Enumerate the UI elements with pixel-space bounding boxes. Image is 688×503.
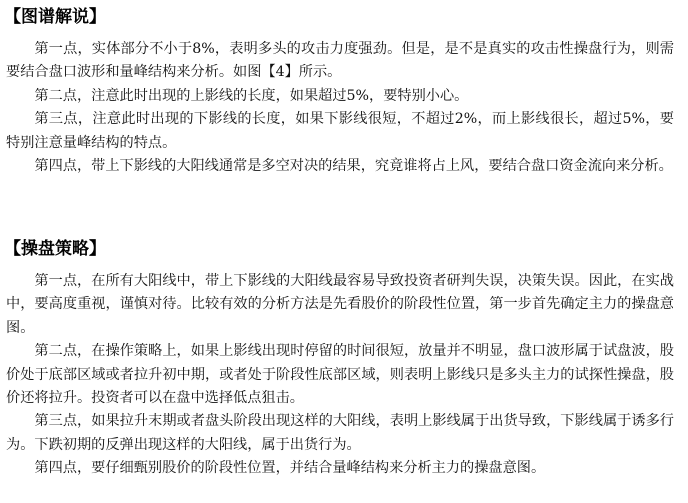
section-heading-chart-explanation: 【图谱解说】 xyxy=(4,7,106,27)
chart-explanation-section xyxy=(6,38,674,178)
paragraph: 第三点，注意此时出现的下影线的长度，如果下影线很短，不超过2%，而上影线很长，超过5%，要特别注意量峰结构的特点。 xyxy=(6,111,674,151)
paragraph: 第一点，实体部分不小于8%，表明多头的攻击力度强劲。但是，是不是真实的攻击性操盘行为，则需要结合盘口波形和量峰结构来分析。如图【4】所示。 xyxy=(6,41,674,81)
paragraph: 第二点，在操作策略上，如果上影线出现时停留的时间很短，放量并不明显，盘口波形属于试盘波，股价处于底部区域或者拉升初中期，或者处于阶段性底部区域，则表明上影线只是多头主力的试探性操盘，股价还将拉升。投资者可以在盘中选择低点狙击。 xyxy=(6,343,674,407)
paragraph: 第二点，注意此时出现的上影线的长度，如果超过5%，要特别小心。 xyxy=(34,87,469,104)
paragraph: 第四点，要仔细甄别股价的阶段性位置，并结合量峰结构来分析主力的操盘意图。 xyxy=(34,460,546,477)
trading-strategy-section xyxy=(6,270,674,481)
paragraph: 第四点，带上下影线的大阳线通常是多空对决的结果，究竟谁将占上风，要结合盘口资金流向来分析。 xyxy=(34,158,673,175)
paragraph: 第三点，如果拉升末期或者盘头阶段出现这样的大阳线，表明上影线属于出货导致，下影线属于诱多行为。下跌初期的反弹出现这样的大阳线，属于出货行为。 xyxy=(6,413,674,453)
section-heading-trading-strategy: 【操盘策略】 xyxy=(4,239,106,259)
paragraph: 第一点，在所有大阳线中，带上下影线的大阳线最容易导致投资者研判失误，决策失误。因此，在实战中，要高度重视，谨慎对待。比较有效的分析方法是先看股价的阶段性位置，第一步首先确定主力的操盘意图。 xyxy=(6,273,674,336)
